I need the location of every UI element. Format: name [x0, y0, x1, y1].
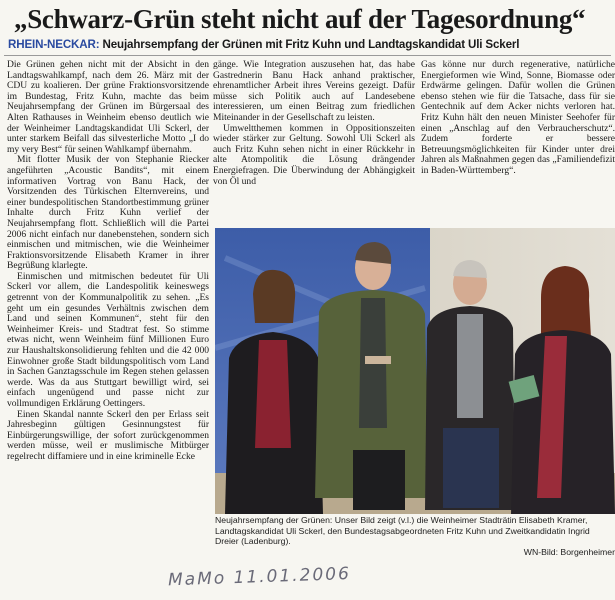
photo-illustration [215, 228, 615, 514]
caption-text: Neujahrsempfang der Grünen: Unser Bild zeigt (v.l.) die Weinheimer Stadträtin Elisabeth Kramer, Landtagskandidat Uli Sckerl, den Bundestagsabgeordneten Fritz Kuhn und Zweitkandidatin Ingrid Dreier (Ladenburg). [215, 515, 590, 547]
region-kicker: RHEIN-NECKAR: [8, 38, 100, 51]
paragraph: Einen Skandal nannte Sckerl den per Erlass seit Jahresbeginn gültigen Gesinnungstest für Einbürgerungswillige, der sofort zurückgenommen werden müsse, weil er muslimische Mitbürger regelrecht diffamiere und in eine kriminelle Ecke [7, 408, 209, 462]
article-column-3 [421, 60, 615, 222]
paragraph: Einmischen und mitmischen bedeutet für Uli Sckerl vor allem, die Landespolitik keineswegs getrennt von der Kommunalpolitik zu sehen. „Es geht um ein gesundes Verhältnis zwischen dem Land und seinen Kommunen“, steht für den Weinheimer Kreis- und Stadtrat fest. So stimme etwas nicht, wenn Weinheim fünf Millionen Euro zur Haushaltskonsolidierung fehlten und die 42 000 Einwohner große Stadt bildungspolitisch vom Land in Sachen Ganztagsschule im Regen stehen gelassen werde. Was da aus Stuttgart bewilligt wird, sei einfach ungenügend und passe nicht zur vollmundigen Erklärung Oettingers. [7, 270, 209, 409]
event-photo [215, 228, 615, 514]
paragraph: gänge. Wie Integration auszusehen hat, das habe Gastrednerin Banu Hack anhand praktischer, ehrenamtlicher Arbeit ihres Vereins gezeigt. Dafür müsse sich Politik auch auf Landesebene interessieren, um einen Beitrag zum friedlichen Miteinander in der Gesellschaft zu leisten. [213, 60, 415, 123]
subheadline-text: Neujahrsempfang der Grünen mit Fritz Kuhn und Landtagskandidat Uli Sckerl [102, 38, 520, 51]
paragraph: Die Grünen gehen nicht mit der Absicht in den Landtagswahlkampf, nach dem 26. März mit der CDU zu koalieren. Der grüne Fraktionsvorsitzende im Bundestag, Fritz Kuhn, machte das beim Neujahrsempfang der Grünen im Bürgersaal des Alten Rathauses in Weinheim ebenso deutlich wie der Weinheimer Landtagskandidat Uli Sckerl, der unter starkem Beifall das silvesterliche Motto „I do my very Best“ für seinen Wahlkampf übernahm. [7, 60, 209, 155]
header-rule [4, 55, 611, 56]
photo-caption [215, 515, 615, 557]
article-column-1 [7, 60, 209, 530]
paragraph: Mit flotter Musik der von Stephanie Riecker angeführten „Acoustic Bandits“, mit einem informativen Vortrag von Banu Hack, der Vorsitzenden des Türkischen Elternvereins, und einer bundespolitischen Standortbestimmung grüner Inhalte durch Fritz Kuhn verlief der Neujahrsempfang flott. Schließlich will die Partei 2006 nicht einfach nur danebenstehen, sondern sich einmischen und mitmischen, wie die Weinheimer Fraktionsvorsitzende Elisabeth Kramer in ihrer Begrüßung klarlegte. [7, 154, 209, 272]
photo-credit: WN-Bild: Borgenheimer [523, 546, 615, 557]
headline: „Schwarz-Grün steht nicht auf der Tagesordnung“ [14, 4, 586, 34]
paragraph: Umweltthemen kommen in Oppositionszeiten wieder stärker zur Geltung. Sowohl Uli Sckerl als auch Fritz Kuhn sehen nicht in einer Rückkehr in alte Atompolitik die Lösung drängender Energiefragen. Die Überwindung der Abhängigkeit von Öl und [213, 122, 415, 187]
handwritten-date-note: MaMo 11.01.2006 [167, 563, 352, 591]
paragraph: Gas könne nur durch regenerative, natürliche Energieformen wie Wind, Sonne, Biomasse oder Erdwärme gelingen. Dafür wollen die Grünen ebenso stehen wie für die Tatsache, dass für sie Gentechnik auf dem Acker nichts verloren hat. Fritz Kuhn hält den neuen Minister Seehofer für einen „Anschlag auf den Verbraucherschutz“. Zudem forderte er bessere Betreuungsmöglichkeiten für Kinder unter drei Jahren als Maßnahmen gegen das „Familiendefizit in Baden-Württemberg“. [421, 60, 615, 176]
article-column-2 [213, 60, 415, 222]
subheadline [8, 38, 613, 51]
